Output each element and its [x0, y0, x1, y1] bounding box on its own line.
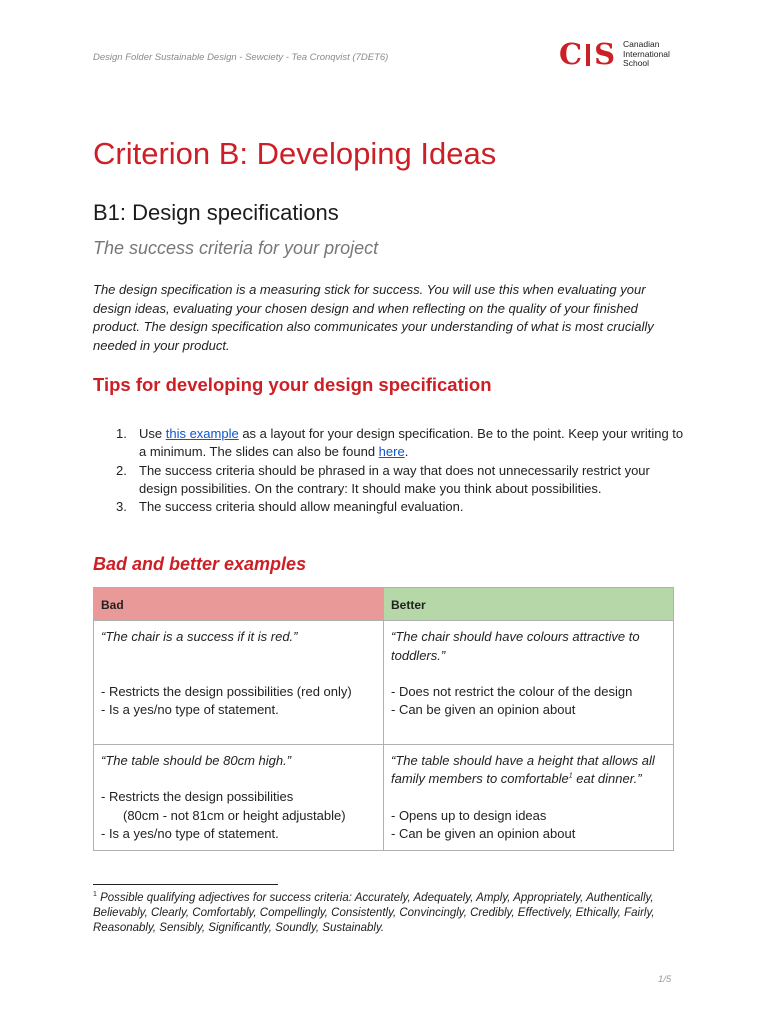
examples-heading: Bad and better examples [93, 554, 307, 574]
page-title: Criterion B: Developing Ideas [93, 136, 497, 171]
better-example-cell [384, 745, 674, 851]
logo-words [623, 40, 670, 69]
this-example-link[interactable]: this example [165, 426, 239, 441]
better-quote: “The chair should have colours attractive to toddlers.” [391, 629, 640, 663]
tip-text: as a layout for your design specification. Be to the point. Keep your writing to a minimum. The slides can also be found [139, 426, 684, 460]
better-quote [391, 752, 666, 789]
better-quote-text: “The table should have a height that allows all family members to comfortable [391, 753, 655, 787]
tip-item-1 [112, 425, 687, 462]
better-point: - Can be given an opinion about [391, 826, 576, 842]
spacer [391, 665, 666, 683]
spacer [101, 770, 376, 788]
better-point: - Can be given an opinion about [391, 702, 576, 718]
footnote-divider [93, 884, 278, 885]
better-example-cell [384, 621, 674, 745]
document-header: Design Folder Sustainable Design - Sewciety - Tea Cronqvist (7DET6) [93, 52, 389, 63]
column-header-bad: Bad [94, 588, 384, 621]
footnote-text: Possible qualifying adjectives for success criteria: Accurately, Adequately, Amply, Appropriately, Authentically, Believably, Clearly, Comfortably, Compellingly, Consistently, Convincingly, Credibly, Effectively, Ethically, Fairly, Reasonably, Sensibly, Significantly, Soundly, Sustainably. [93, 892, 655, 934]
bad-example-cell [94, 621, 384, 745]
examples-table [93, 587, 674, 851]
footnote [93, 891, 673, 936]
spacer [101, 665, 376, 683]
logo-letter-i [586, 44, 590, 66]
better-quote-text: eat dinner.” [572, 771, 642, 787]
logo-mark [559, 37, 616, 71]
table-header-row [94, 588, 674, 621]
better-point: - Opens up to design ideas [391, 807, 547, 823]
spacer [101, 719, 376, 737]
better-point: - Does not restrict the colour of the design [391, 683, 633, 699]
bad-point-detail: (80cm - not 81cm or height adjustable) [123, 807, 346, 823]
logo-letter-s: S [594, 37, 616, 71]
spacer [101, 647, 376, 665]
tip-text: The success criteria should allow meaningful evaluation. [139, 499, 464, 515]
tip-number: 3. [116, 499, 127, 515]
bad-point: - Is a yes/no type of statement. [101, 701, 279, 717]
bad-quote: “The table should be 80cm high.” [101, 753, 292, 769]
spacer [391, 789, 666, 807]
bad-example-cell [94, 745, 384, 851]
footnote-reference: 1 [568, 773, 573, 781]
tip-number: 1. [116, 426, 127, 441]
bad-quote: “The chair is a success if it is red.” [101, 629, 298, 645]
logo-letter-c: C [559, 37, 583, 71]
table-row [94, 621, 674, 745]
tip-text: The success criteria should be phrased in a way that does not unnecessarily restrict your design possibilities. On the contrary: It should make you think about possibilities. [139, 462, 650, 496]
section-subtitle: The success criteria for your project [93, 238, 379, 258]
tip-text: Use [139, 426, 166, 441]
slides-here-link[interactable]: here [378, 444, 405, 460]
bad-point: - Restricts the design possibilities (red only) [101, 683, 352, 699]
tip-number: 2. [116, 462, 127, 478]
school-logo [559, 37, 670, 71]
logo-word-school: School [623, 58, 650, 69]
page-number: 1/5 [658, 974, 672, 985]
intro-paragraph: The design specification is a measuring stick for success. You will use this when evaluating your design ideas, evaluating your chosen design and when reflecting on the quality of your finished product. The design specification also communicates your understanding of what is most crucially needed in your product. [93, 282, 654, 353]
tip-item-2 [112, 462, 687, 499]
bad-point: - Is a yes/no type of statement. [101, 826, 279, 842]
logo-word-international: International [623, 48, 670, 59]
tip-item-3 [112, 498, 687, 516]
section-title: B1: Design specifications [93, 200, 339, 225]
logo-word-canadian: Canadian [623, 39, 660, 50]
footnote-marker: 1 [93, 891, 97, 899]
table-row [94, 745, 674, 851]
column-header-better: Better [384, 588, 674, 621]
tips-list [112, 425, 687, 516]
tip-text: . [404, 444, 409, 460]
bad-point: - Restricts the design possibilities [101, 789, 294, 805]
tips-heading: Tips for developing your design specification [93, 374, 492, 395]
